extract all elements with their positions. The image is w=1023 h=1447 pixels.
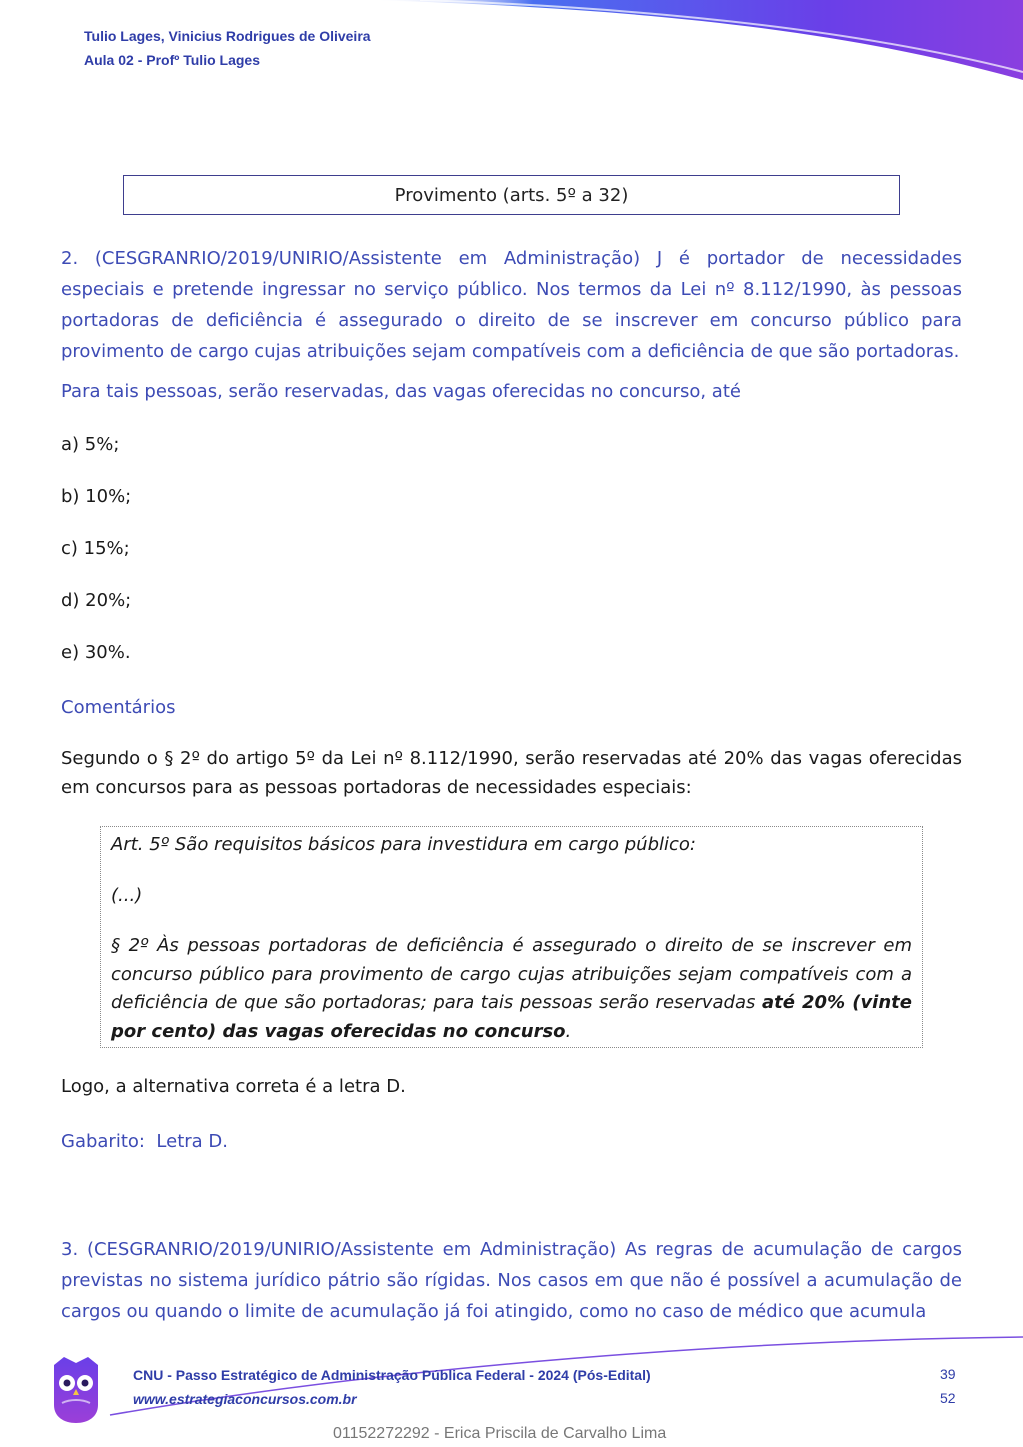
quote-ellipsis: (...) — [111, 884, 143, 906]
option-d: d) 20%; — [61, 590, 132, 611]
quote-paragraph — [111, 932, 912, 1046]
option-c: c) 15%; — [61, 538, 130, 559]
footer-watermark: 01152272292 - Erica Priscila de Carvalho Lima — [333, 1425, 667, 1442]
quote-paragraph-highlight: até 20% (vinte por cento) das vagas oferecidas no concurso — [111, 992, 912, 1042]
section-title-box: Provimento (arts. 5º a 32) — [123, 175, 900, 215]
page-number-total: 52 — [940, 1390, 956, 1406]
law-quote-box — [100, 826, 923, 1048]
quote-paragraph-text: § 2º Às pessoas portadoras de deficiência é assegurado o direito de se inscrever em concurso público para provimento de cargo cujas atribuições sejam compatíveis com a deficiência de que são portadoras; para tais pessoas serão reservadas — [111, 935, 912, 1013]
footer-course: CNU - Passo Estratégico de Administração Pública Federal - 2024 (Pós-Edital) — [133, 1367, 651, 1383]
header-authors: Tulio Lages, Vinicius Rodrigues de Oliveira — [84, 28, 371, 44]
header-banner — [0, 0, 1023, 90]
quote-paragraph-end: . — [565, 1020, 572, 1042]
page-number-current: 39 — [940, 1366, 956, 1382]
answer-key: Gabarito: Letra D. — [61, 1131, 228, 1152]
quote-article: Art. 5º São requisitos básicos para investidura em cargo público: — [111, 834, 696, 855]
question-2-text: 2. (CESGRANRIO/2019/UNIRIO/Assistente em Administração) J é portador de necessidades especiais e pretende ingressar no serviço público. Nos termos da Lei nº 8.112/1990, às pessoas portadoras de deficiência é assegurado o direito de se inscrever em concurso público para provimento de cargo cujas atribuições sejam compatíveis com a deficiência de que são portadoras. — [61, 248, 962, 362]
footer-website[interactable]: www.estrategiaconcursos.com.br — [133, 1391, 357, 1407]
comments-title: Comentários — [61, 697, 176, 718]
owl-logo-icon — [50, 1355, 102, 1425]
option-b: b) 10%; — [61, 486, 132, 507]
comments-conclusion: Logo, a alternativa correta é a letra D. — [61, 1076, 406, 1097]
option-e: e) 30%. — [61, 642, 131, 663]
question-2-text-cont: Para tais pessoas, serão reservadas, das vagas oferecidas no concurso, até — [61, 381, 741, 402]
option-a: a) 5%; — [61, 434, 120, 455]
comments-intro: Segundo o § 2º do artigo 5º da Lei nº 8.112/1990, serão reservadas até 20% das vagas oferecidas em concursos para as pessoas portadoras de necessidades especiais: — [61, 748, 962, 798]
header-lesson: Aula 02 - Profº Tulio Lages — [84, 52, 260, 68]
question-3-text: 3. (CESGRANRIO/2019/UNIRIO/Assistente em Administração) As regras de acumulação de cargos previstas no sistema jurídico pátrio são rígidas. Nos casos em que não é possível a acumulação de cargos ou quando o limite de acumulação já foi atingido, como no caso de médico que acumula — [61, 1239, 962, 1322]
